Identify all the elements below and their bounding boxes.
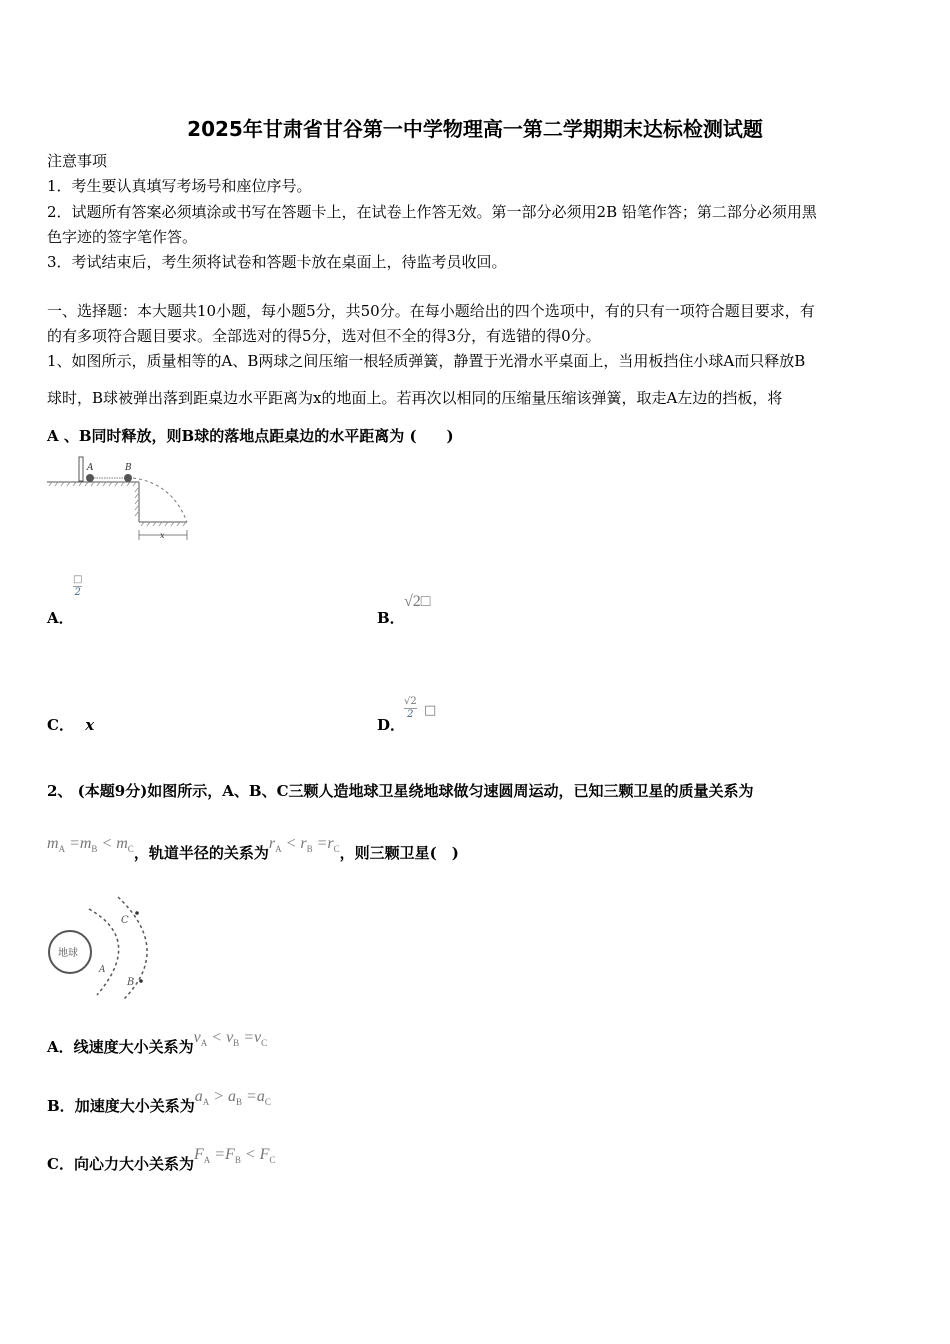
- option-math: $a_A > a_B =a_C$: [194, 1088, 271, 1108]
- earth-label: 地球: [58, 948, 78, 959]
- section-instructions: 一、选择题：本大题共10小题，每小题5分，共50分。在每小题给出的四个选项中，有的只有一项符合题目要求，有: [47, 302, 815, 320]
- denominator: 2: [407, 709, 414, 720]
- label-b: B: [127, 977, 135, 988]
- option-value: x: [85, 716, 95, 734]
- fraction: [73, 574, 82, 599]
- option-letter: B．: [377, 609, 405, 627]
- q2-option-a[interactable]: [47, 1029, 268, 1058]
- mass-relation: $m_A =m_B < m_C$: [47, 835, 134, 855]
- q1-text: 1、如图所示，质量相等的A、B两球之间压缩一根轻质弹簧，静置于光滑水平桌面上，当用板挡住小球A而只释放B: [47, 352, 806, 370]
- label-a: A: [87, 463, 94, 473]
- q2-relations: [47, 835, 459, 869]
- q1-text: 球时，B球被弹出落到距桌边水平距离为x的地面上。若再次以相同的压缩量压缩该弹簧，取走A左边的挡板，将: [47, 389, 783, 407]
- option-letter: A．: [47, 1038, 74, 1056]
- label-x: x: [160, 531, 165, 540]
- option-text: 向心力大小关系为: [73, 1155, 194, 1173]
- q2-option-c[interactable]: [47, 1146, 276, 1175]
- radius-relation: $r_A < r_B =r_C$: [268, 835, 340, 855]
- notice-item: 1．考生要认真填写考场号和座位序号。: [47, 177, 312, 195]
- notice-item: 色字迹的签字笔作答。: [47, 228, 198, 246]
- notice-heading: 注意事项: [47, 152, 108, 170]
- notice-item: 3．考试结束后，考生须将试卷和答题卡放在桌面上，待监考员收回。: [47, 253, 507, 271]
- numerator: √2: [404, 696, 417, 707]
- option-letter: C．: [47, 716, 74, 734]
- label-b: B: [125, 463, 132, 473]
- q1-option-a[interactable]: [47, 607, 74, 628]
- satellite-orbit-figure: [44, 895, 164, 1000]
- q1-text: A 、B同时释放，则B球的落地点距桌边的水平距离为 ( ): [47, 427, 454, 445]
- option-letter: D．: [377, 716, 406, 734]
- denominator: 2: [74, 587, 81, 598]
- option-letter: B．: [47, 1097, 75, 1115]
- page-title: 2025年甘肃省甘谷第一中学物理高一第二学期期末达标检测试题: [187, 117, 763, 141]
- option-text: 线速度大小关系为: [73, 1038, 194, 1056]
- q2-text: 2、 (本题9分)如图所示，A、B、C三颗人造地球卫星绕地球做匀速圆周运动，已知三颗卫星的质量关系为: [47, 782, 754, 800]
- q2-option-b[interactable]: [47, 1088, 271, 1117]
- option-text: 加速度大小关系为: [74, 1097, 195, 1115]
- section-instructions: 的有多项符合题目要求。全部选对的得5分，选对但不全的得3分，有选错的得0分。: [47, 327, 601, 345]
- spring-table-figure: [47, 455, 197, 550]
- q2-mid-text: ，轨道半径的关系为: [133, 844, 269, 862]
- q2-end-text: ，则三颗卫星( ): [339, 844, 459, 862]
- label-c: C: [121, 915, 129, 926]
- option-b-value: √2□: [404, 593, 431, 610]
- option-d-suffix: □: [424, 703, 437, 718]
- q1-option-b[interactable]: [377, 607, 405, 628]
- option-letter: A．: [47, 609, 74, 627]
- q1-option-d[interactable]: [377, 714, 405, 735]
- notice-item: 2．试题所有答案必须填涂或书写在答题卡上，在试卷上作答无效。第一部分必须用2B 铅笔作答；第二部分必须用黑: [47, 203, 817, 221]
- fraction: [404, 696, 417, 721]
- option-math: $v_A < v_B =v_C$: [193, 1029, 268, 1049]
- option-letter: C．: [47, 1155, 74, 1173]
- label-a: A: [99, 965, 106, 975]
- q1-option-c[interactable]: [47, 714, 94, 735]
- numerator: □: [73, 574, 83, 585]
- option-math: $F_A =F_B < F_C$: [193, 1146, 276, 1166]
